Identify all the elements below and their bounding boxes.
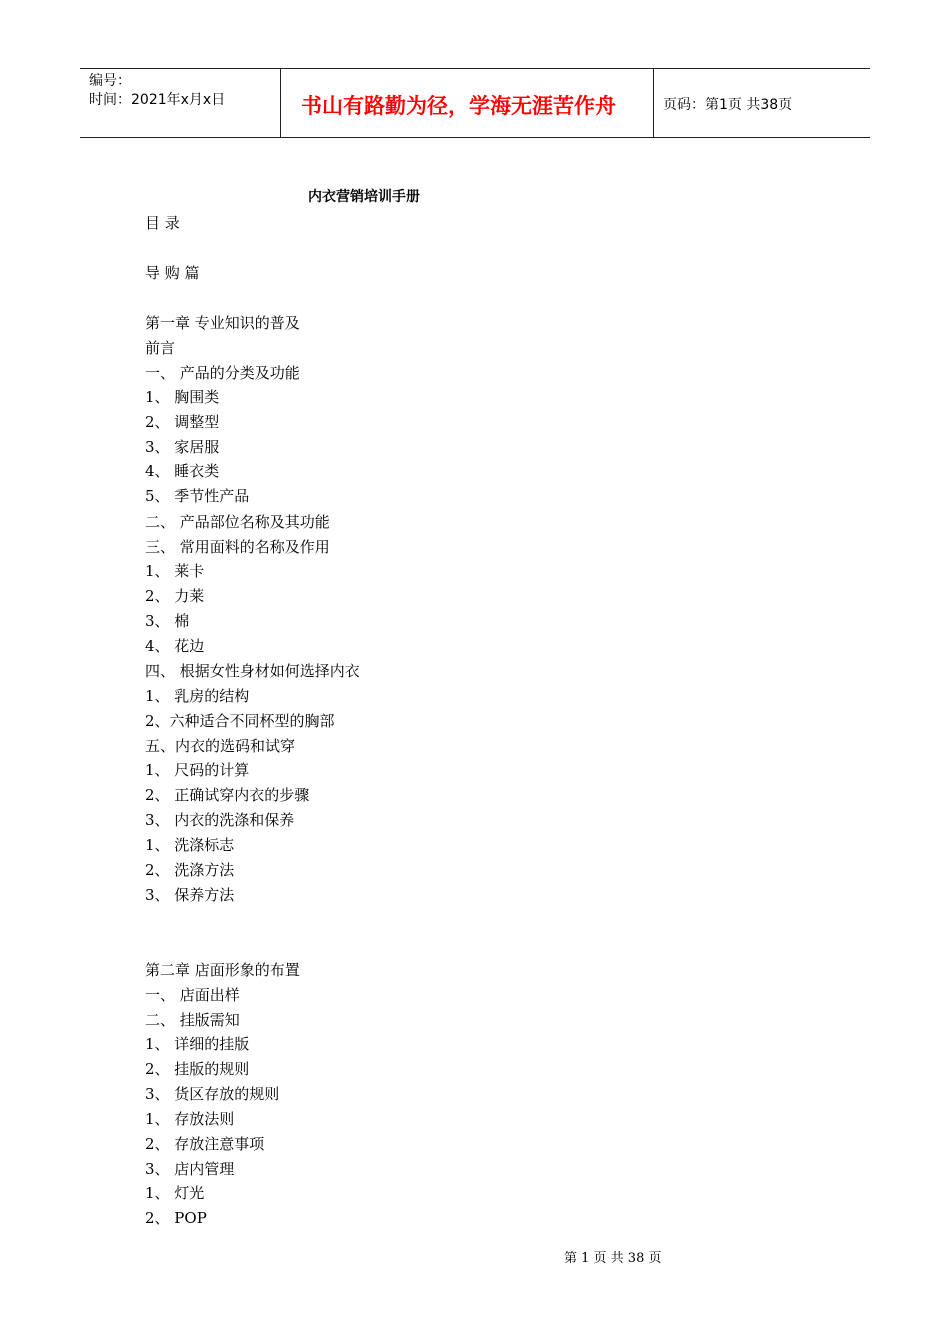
toc-item: 3、 保养方法 xyxy=(145,886,235,904)
toc-item: 2、 洗涤方法 xyxy=(145,861,235,879)
toc-item: 5、 季节性产品 xyxy=(145,487,250,505)
toc-item: 一、 店面出样 xyxy=(145,986,240,1004)
toc-item: 4、 睡衣类 xyxy=(145,462,220,480)
toc-item: 1、 尺码的计算 xyxy=(145,761,250,779)
toc-item: 1、 灯光 xyxy=(145,1184,205,1202)
header-motto: 书山有路勤为径，学海无涯苦作舟 xyxy=(301,94,616,118)
toc-item: 一、 产品的分类及功能 xyxy=(145,364,300,382)
header-date-label: 时间：2021年x月x日 xyxy=(89,92,226,108)
document-title: 内衣营销培训手册 xyxy=(308,189,420,205)
toc-item: 二、 挂版需知 xyxy=(145,1011,240,1029)
toc-item: 2、 正确试穿内衣的步骤 xyxy=(145,786,310,804)
toc-item: 4、 花边 xyxy=(145,637,205,655)
toc-item: 2、 力莱 xyxy=(145,587,205,605)
header-number-label: 编号： xyxy=(89,73,131,89)
toc-item: 1、 详细的挂版 xyxy=(145,1035,250,1053)
toc-item: 2、 调整型 xyxy=(145,413,220,431)
toc-item: 1、 存放法则 xyxy=(145,1110,235,1128)
toc-item: 3、 家居服 xyxy=(145,438,220,456)
page-header xyxy=(80,68,870,138)
toc-item: 1、 洗涤标志 xyxy=(145,836,235,854)
toc-chapter: 第一章 专业知识的普及 xyxy=(145,314,300,332)
toc-item: 五、内衣的选码和试穿 xyxy=(145,737,296,755)
toc-item: 前言 xyxy=(145,339,176,357)
toc-item: 四、 根据女性身材如何选择内衣 xyxy=(145,662,360,680)
toc-item: 2、 存放注意事项 xyxy=(145,1135,265,1153)
toc-item: 3、 店内管理 xyxy=(145,1160,235,1178)
header-page-cell xyxy=(654,69,870,137)
toc-item: 2、 挂版的规则 xyxy=(145,1060,250,1078)
toc-item: 1、 莱卡 xyxy=(145,562,205,580)
toc-item: 1、 胸围类 xyxy=(145,388,220,406)
toc-item: 三、 常用面料的名称及作用 xyxy=(145,538,330,556)
toc-item: 二、 产品部位名称及其功能 xyxy=(145,513,330,531)
header-motto-cell xyxy=(281,69,654,137)
toc-item: 2、 POP xyxy=(145,1209,207,1227)
toc-chapter: 第二章 店面形象的布置 xyxy=(145,961,300,979)
header-page-info: 页码：第1页 共38页 xyxy=(663,97,793,113)
toc-item: 3、 货区存放的规则 xyxy=(145,1085,280,1103)
toc-item: 1、 乳房的结构 xyxy=(145,687,250,705)
toc-item: 3、 棉 xyxy=(145,612,190,630)
header-meta xyxy=(80,69,281,137)
toc-section: 导 购 篇 xyxy=(145,264,200,282)
toc-heading: 目 录 xyxy=(145,214,180,232)
page-footer: 第 1 页 共 38 页 xyxy=(564,1251,662,1266)
toc-item: 3、 内衣的洗涤和保养 xyxy=(145,811,295,829)
toc-item: 2、六种适合不同杯型的胸部 xyxy=(145,712,335,730)
